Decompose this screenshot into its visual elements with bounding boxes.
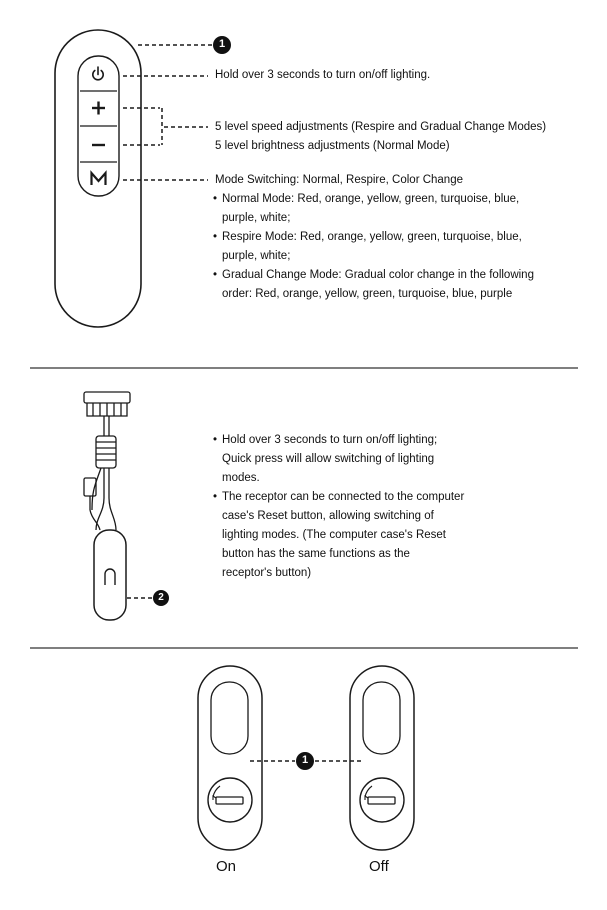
receptor-bullet-reset [222, 488, 464, 583]
mode-bullet-line: • Respire Mode: Red, orange, yellow, green, turquoise, blue, [222, 231, 522, 243]
receptor-bullet-line: modes. [222, 472, 260, 484]
power-icon [93, 67, 103, 80]
battery-cover-on [198, 666, 262, 850]
mode-bullet-normal [222, 190, 519, 228]
mode-bullet-gradual [222, 266, 534, 304]
receptor-bullet-line: receptor's button) [222, 567, 312, 579]
battery-off-label: Off [369, 858, 389, 875]
receptor-bullet-line: case's Reset button, allowing switching of [222, 510, 434, 522]
remote-callout-number: 1 [218, 38, 226, 50]
speed-description: 5 level speed adjustments (Respire and Gradual Change Modes) [215, 121, 547, 133]
battery-cover-off [350, 666, 414, 850]
plus-icon [92, 102, 105, 115]
mode-bullet-line: purple, white; [222, 212, 291, 224]
receptor-bullet-line: • Hold over 3 seconds to turn on/off lighting; [222, 434, 438, 446]
receptor-bullet-power [222, 431, 437, 488]
remote-callout-leader [123, 45, 212, 180]
battery-on-label: On [216, 858, 237, 875]
receptor-bullet-line: button has the same functions as the [222, 548, 410, 560]
receptor-bullet-line: • The receptor can be connected to the computer [222, 491, 465, 503]
mode-bullet-line: order: Red, orange, yellow, green, turquoise, blue, purple [222, 288, 513, 300]
receptor-drawing [84, 392, 130, 620]
mode-bullet-line: • Gradual Change Mode: Gradual color change in the following [222, 269, 534, 281]
mode-icon [92, 173, 106, 185]
receptor-bullet-line: lighting modes. (The computer case's Reset [222, 529, 446, 541]
brightness-description: 5 level brightness adjustments (Normal Mode) [215, 140, 450, 152]
receptor-bullet-line: Quick press will allow switching of lighting [222, 453, 435, 465]
battery-callout-number: 1 [301, 754, 309, 766]
power-description: Hold over 3 seconds to turn on/off lighting. [215, 69, 431, 81]
mode-bullet-line: purple, white; [222, 250, 291, 262]
mode-bullet-respire [222, 228, 522, 266]
mode-description: Mode Switching: Normal, Respire, Color Change [215, 174, 463, 186]
mode-bullet-line: • Normal Mode: Red, orange, yellow, green, turquoise, blue, [222, 193, 520, 205]
receptor-callout-number: 2 [158, 592, 164, 603]
